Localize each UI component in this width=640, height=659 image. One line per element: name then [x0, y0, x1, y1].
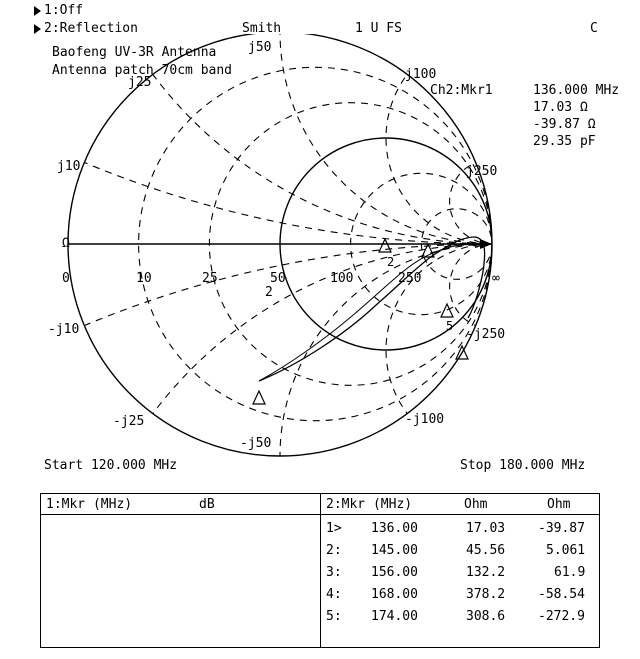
trace1-marker-icon — [34, 6, 41, 16]
smith-label-neg-j25: -j25 — [113, 414, 145, 429]
trace2-label[interactable]: 2:Reflection — [44, 21, 138, 36]
table-row-resistance: 308.6 — [466, 609, 506, 624]
table-row-frequency: 136.00 — [371, 521, 418, 536]
table-row-frequency: 174.00 — [371, 609, 418, 624]
table-row-index[interactable]: 5: — [326, 609, 342, 624]
smith-label-j50: j50 — [248, 40, 272, 55]
table-row-index[interactable]: 3: — [326, 565, 342, 580]
marker-table-right-header-freq: 2:Mkr (MHz) — [326, 497, 413, 512]
smith-label-real-250: 250 — [398, 271, 422, 286]
table-row-frequency: 168.00 — [371, 587, 418, 602]
table-row-resistance: 45.56 — [466, 543, 506, 558]
smith-label-j250: j250 — [466, 164, 498, 179]
marker-readout-reactance: -39.87 Ω — [533, 117, 596, 132]
smith-label-inner-circle: 2 — [265, 285, 273, 300]
format-label[interactable]: Smith — [242, 21, 282, 36]
smith-label-j25: j25 — [128, 75, 152, 90]
smith-label-neg-j50: -j50 — [240, 436, 272, 451]
smith-label-neg-j100: -j100 — [405, 412, 445, 427]
smith-label-neg-j10: -j10 — [48, 322, 80, 337]
sweep-stop-label[interactable]: Stop 180.000 MHz — [460, 458, 586, 473]
marker-readout-label: Ch2:Mkr1 — [430, 83, 493, 98]
table-row-index[interactable]: 2: — [326, 543, 342, 558]
smith-label-j100: j100 — [405, 67, 437, 82]
marker-table-right-header-ohm2: Ohm — [547, 497, 571, 512]
smith-label-real-25: 25 — [202, 271, 218, 286]
table-row-reactance: 5.061 — [546, 543, 586, 558]
sweep-start-label[interactable]: Start 120.000 MHz — [44, 458, 178, 473]
marker-readout-capacitance: 29.35 pF — [533, 134, 596, 149]
smith-label-real-100: 100 — [330, 271, 354, 286]
marker-table-header-rule — [40, 514, 600, 515]
trace-marker-number-2: 2 — [387, 255, 395, 269]
chart-title-line2: Antenna patch 70cm band — [52, 63, 233, 78]
table-row-reactance: -39.87 — [538, 521, 585, 536]
trace1-label[interactable]: 1:Off — [44, 3, 84, 18]
chart-title-line1: Baofeng UV-3R Antenna — [52, 45, 217, 60]
marker-table-right-header-ohm1: Ohm — [464, 497, 488, 512]
table-row-index[interactable]: 1> — [326, 521, 342, 536]
channel-label: C — [590, 21, 598, 36]
marker-table-left-header-db: dB — [199, 497, 215, 512]
table-row-frequency: 145.00 — [371, 543, 418, 558]
trace2-marker-icon — [34, 24, 41, 34]
marker-table-left-header-freq: 1:Mkr (MHz) — [46, 497, 133, 512]
scale-label[interactable]: 1 U FS — [355, 21, 402, 36]
smith-label-real-0: 0 — [62, 271, 70, 286]
table-row-resistance: 378.2 — [466, 587, 506, 602]
marker-readout-frequency: 136.000 MHz — [533, 83, 620, 98]
table-row-index[interactable]: 4: — [326, 587, 342, 602]
smith-label-real-50: 50 — [270, 271, 286, 286]
trace-marker-number-5: 5 — [446, 319, 454, 333]
table-row-reactance: 61.9 — [554, 565, 586, 580]
smith-label-real-infinity: ∞ — [492, 271, 500, 286]
smith-label-j10: j10 — [57, 159, 81, 174]
table-row-reactance: -272.9 — [538, 609, 585, 624]
smith-label-neg-j250: -j250 — [466, 327, 506, 342]
smith-label-omega: Ω — [62, 236, 70, 251]
table-row-resistance: 132.2 — [466, 565, 506, 580]
table-row-resistance: 17.03 — [466, 521, 506, 536]
marker-table-divider — [320, 493, 321, 648]
smith-chart-plot[interactable] — [0, 34, 640, 459]
marker-readout-resistance: 17.03 Ω — [533, 100, 588, 115]
smith-label-real-10: 10 — [136, 271, 152, 286]
table-row-reactance: -58.54 — [538, 587, 585, 602]
table-row-frequency: 156.00 — [371, 565, 418, 580]
